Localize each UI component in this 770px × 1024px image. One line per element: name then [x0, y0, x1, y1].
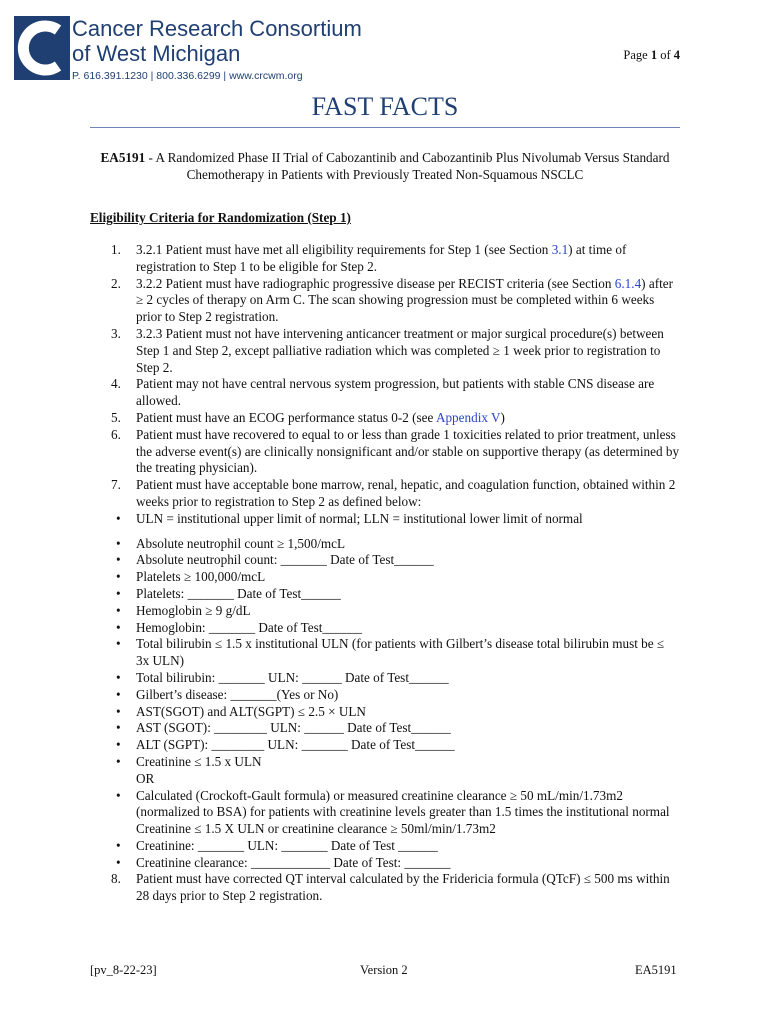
criterion-text: 3.2.1 Patient must have met all eligibility requirements for Step 1 (see Section	[136, 242, 552, 257]
criterion-7	[90, 477, 680, 511]
lab-item	[90, 586, 680, 603]
footer-version: Version 2	[360, 963, 408, 977]
criterion-text: Patient may not have central nervous system progression, but patients with stable CNS disease are allowed.	[136, 376, 655, 409]
criterion-marker: 3.	[111, 325, 121, 341]
criterion-marker: 6.	[111, 426, 121, 442]
lab-text: AST(SGOT) and ALT(SGPT) ≤ 2.5 × ULN	[136, 703, 366, 719]
lab-text: Calculated (Crockoft-Gault formula) or measured creatinine clearance ≥ 50 mL/min/1.73m2 (normalized to BSA) for patients with creatinine levels greater than 1.5 times the institutional normal Creatinine ≤ 1.5 X ULN or creatinine clearance ≥ 50ml/min/1.73m2	[136, 787, 670, 837]
appendix-v-link[interactable]: Appendix V	[435, 409, 501, 425]
page-title: FAST FACTS	[311, 92, 459, 121]
criterion-text: ULN = institutional upper limit of normal; LLN = institutional lower limit of normal	[136, 510, 583, 526]
bullet: •	[116, 636, 121, 652]
criterion-marker: 5.	[111, 409, 121, 425]
lab-text: Platelets: _______ Date of Test______	[136, 585, 341, 601]
page-number	[623, 48, 680, 63]
page-prefix: Page	[623, 48, 648, 62]
criterion-text: Patient must have acceptable bone marrow, renal, hepatic, and coagulation function, obtained within 2 weeks prior to registration to Step 2 as defined below:	[136, 477, 676, 509]
lab-item	[90, 670, 680, 687]
criterion-marker: 2.	[111, 275, 121, 291]
study-title	[90, 150, 680, 183]
criterion-marker: 8.	[111, 871, 121, 887]
lab-text: ALT (SGPT): ________ ULN: _______ Date of Test______	[136, 737, 455, 753]
lab-text: AST (SGOT): ________ ULN: ______ Date of Test______	[136, 720, 451, 736]
lab-text: Absolute neutrophil count ≥ 1,500/mcL	[136, 535, 346, 551]
criterion-1	[90, 242, 680, 276]
lab-item	[90, 687, 680, 704]
criterion-3	[90, 326, 680, 376]
lab-item	[90, 636, 680, 670]
lab-text: Creatinine clearance: ____________ Date of Test: _______	[136, 854, 451, 870]
criterion-7-note	[90, 511, 680, 528]
page-total: 4	[673, 48, 680, 62]
bullet: •	[116, 510, 121, 526]
bullet: •	[116, 552, 121, 568]
criterion-6	[90, 427, 680, 477]
lab-item	[90, 603, 680, 620]
section-3-1-link[interactable]: 3.1	[551, 242, 569, 257]
lab-text: Platelets ≥ 100,000/mcL	[136, 569, 266, 585]
logo-mark-icon	[14, 16, 70, 80]
lab-text: Total bilirubin: _______ ULN: ______ Date of Test______	[136, 669, 449, 685]
lab-item	[90, 620, 680, 637]
bullet: •	[116, 602, 121, 618]
bullet: •	[116, 686, 121, 702]
criterion-marker: 4.	[111, 376, 121, 392]
criterion-5	[90, 410, 680, 427]
lab-item	[90, 720, 680, 737]
criterion-marker: 7.	[111, 477, 121, 493]
criterion-4	[90, 376, 680, 410]
criterion-text-cont: )	[500, 409, 505, 425]
bullet: •	[116, 669, 121, 685]
or-text: OR	[136, 770, 155, 786]
lab-item	[90, 838, 680, 855]
lab-text: Gilbert’s disease: _______(Yes or No)	[136, 686, 339, 702]
lab-item	[90, 788, 680, 838]
criterion-text: Patient must have an ECOG performance status 0-2 (see	[136, 409, 436, 425]
title-divider	[90, 127, 680, 128]
bullet: •	[116, 720, 121, 736]
criterion-text: 3.2.3 Patient must not have intervening anticancer treatment or major surgical procedure(s) between Step 1 and Step 2, except palliative radiation which was completed ≥ 1 week prior to registration to Step 2.	[136, 325, 664, 375]
organization-logo	[14, 14, 362, 86]
lab-item	[90, 737, 680, 754]
criterion-2	[90, 276, 680, 326]
org-name-line1: Cancer Research Consortium	[72, 16, 362, 41]
lab-item	[90, 552, 680, 569]
study-description: - A Randomized Phase II Trial of Cabozantinib and Cabozantinib Plus Nivolumab Versus Standard Chemotherapy in Patients with Previously Treated Non-Squamous NSCLC	[145, 150, 670, 182]
bullet: •	[116, 854, 121, 870]
lab-item	[90, 754, 680, 771]
criterion-marker: 1.	[111, 242, 121, 257]
footer-study-id: EA5191	[635, 963, 677, 977]
section-6-1-4-link[interactable]: 6.1.4	[614, 275, 642, 291]
lab-text: Creatinine: _______ ULN: _______ Date of Test ______	[136, 837, 438, 853]
criterion-text-cont: ) after ≥ 2 cycles of therapy on Arm C. The scan showing progression must be completed within 6 weeks prior to Step 2 registration.	[136, 275, 673, 325]
lab-text: Total bilirubin ≤ 1.5 x institutional ULN (for patients with Gilbert’s disease total bilirubin must be ≤ 3x ULN)	[136, 636, 665, 669]
criterion-text: Patient must have corrected QT interval calculated by the Fridericia formula (QTcF) ≤ 500 ms within 28 days prior to Step 2 registration.	[136, 871, 670, 904]
bullet: •	[116, 585, 121, 601]
criterion-text-cont: ) at time of registration to Step 1 to be eligible for Step 2.	[136, 242, 627, 274]
lab-item	[90, 569, 680, 586]
lab-text: Hemoglobin: _______ Date of Test______	[136, 619, 362, 635]
criterion-text: 3.2.2 Patient must have radiographic progressive disease per RECIST criteria (see Section	[136, 275, 615, 291]
bullet: •	[116, 837, 121, 853]
org-name-line2: of West Michigan	[72, 41, 241, 66]
lab-item	[90, 536, 680, 553]
page-current: 1	[650, 48, 658, 62]
bullet: •	[116, 535, 121, 551]
bullet: •	[116, 753, 121, 769]
lab-text: Hemoglobin ≥ 9 g/dL	[136, 602, 251, 618]
org-contact-line: P. 616.391.1230 | 800.336.6299 | www.crcwm.org	[72, 70, 303, 82]
or-separator	[90, 771, 680, 788]
bullet: •	[116, 619, 121, 635]
eligibility-list	[90, 242, 680, 905]
criterion-text: Patient must have recovered to equal to or less than grade 1 toxicities related to prior treatment, unless the adverse event(s) are clinically nonsignificant and/or stable on supportive therapy (as determined by the treating physician).	[136, 426, 680, 476]
criterion-8	[90, 871, 680, 905]
bullet: •	[116, 737, 121, 753]
study-id: EA5191	[100, 150, 146, 165]
bullet: •	[116, 569, 121, 585]
lab-item	[90, 704, 680, 721]
lab-text: Absolute neutrophil count: _______ Date of Test______	[136, 552, 434, 568]
bullet: •	[116, 703, 121, 719]
page-of: of	[660, 48, 671, 62]
lab-item	[90, 855, 680, 872]
bullet: •	[116, 787, 121, 803]
lab-text: Creatinine ≤ 1.5 x ULN	[136, 753, 262, 769]
footer-version-date: [pv_8-22-23]	[90, 963, 157, 977]
section-heading: Eligibility Criteria for Randomization (Step 1)	[90, 210, 351, 225]
